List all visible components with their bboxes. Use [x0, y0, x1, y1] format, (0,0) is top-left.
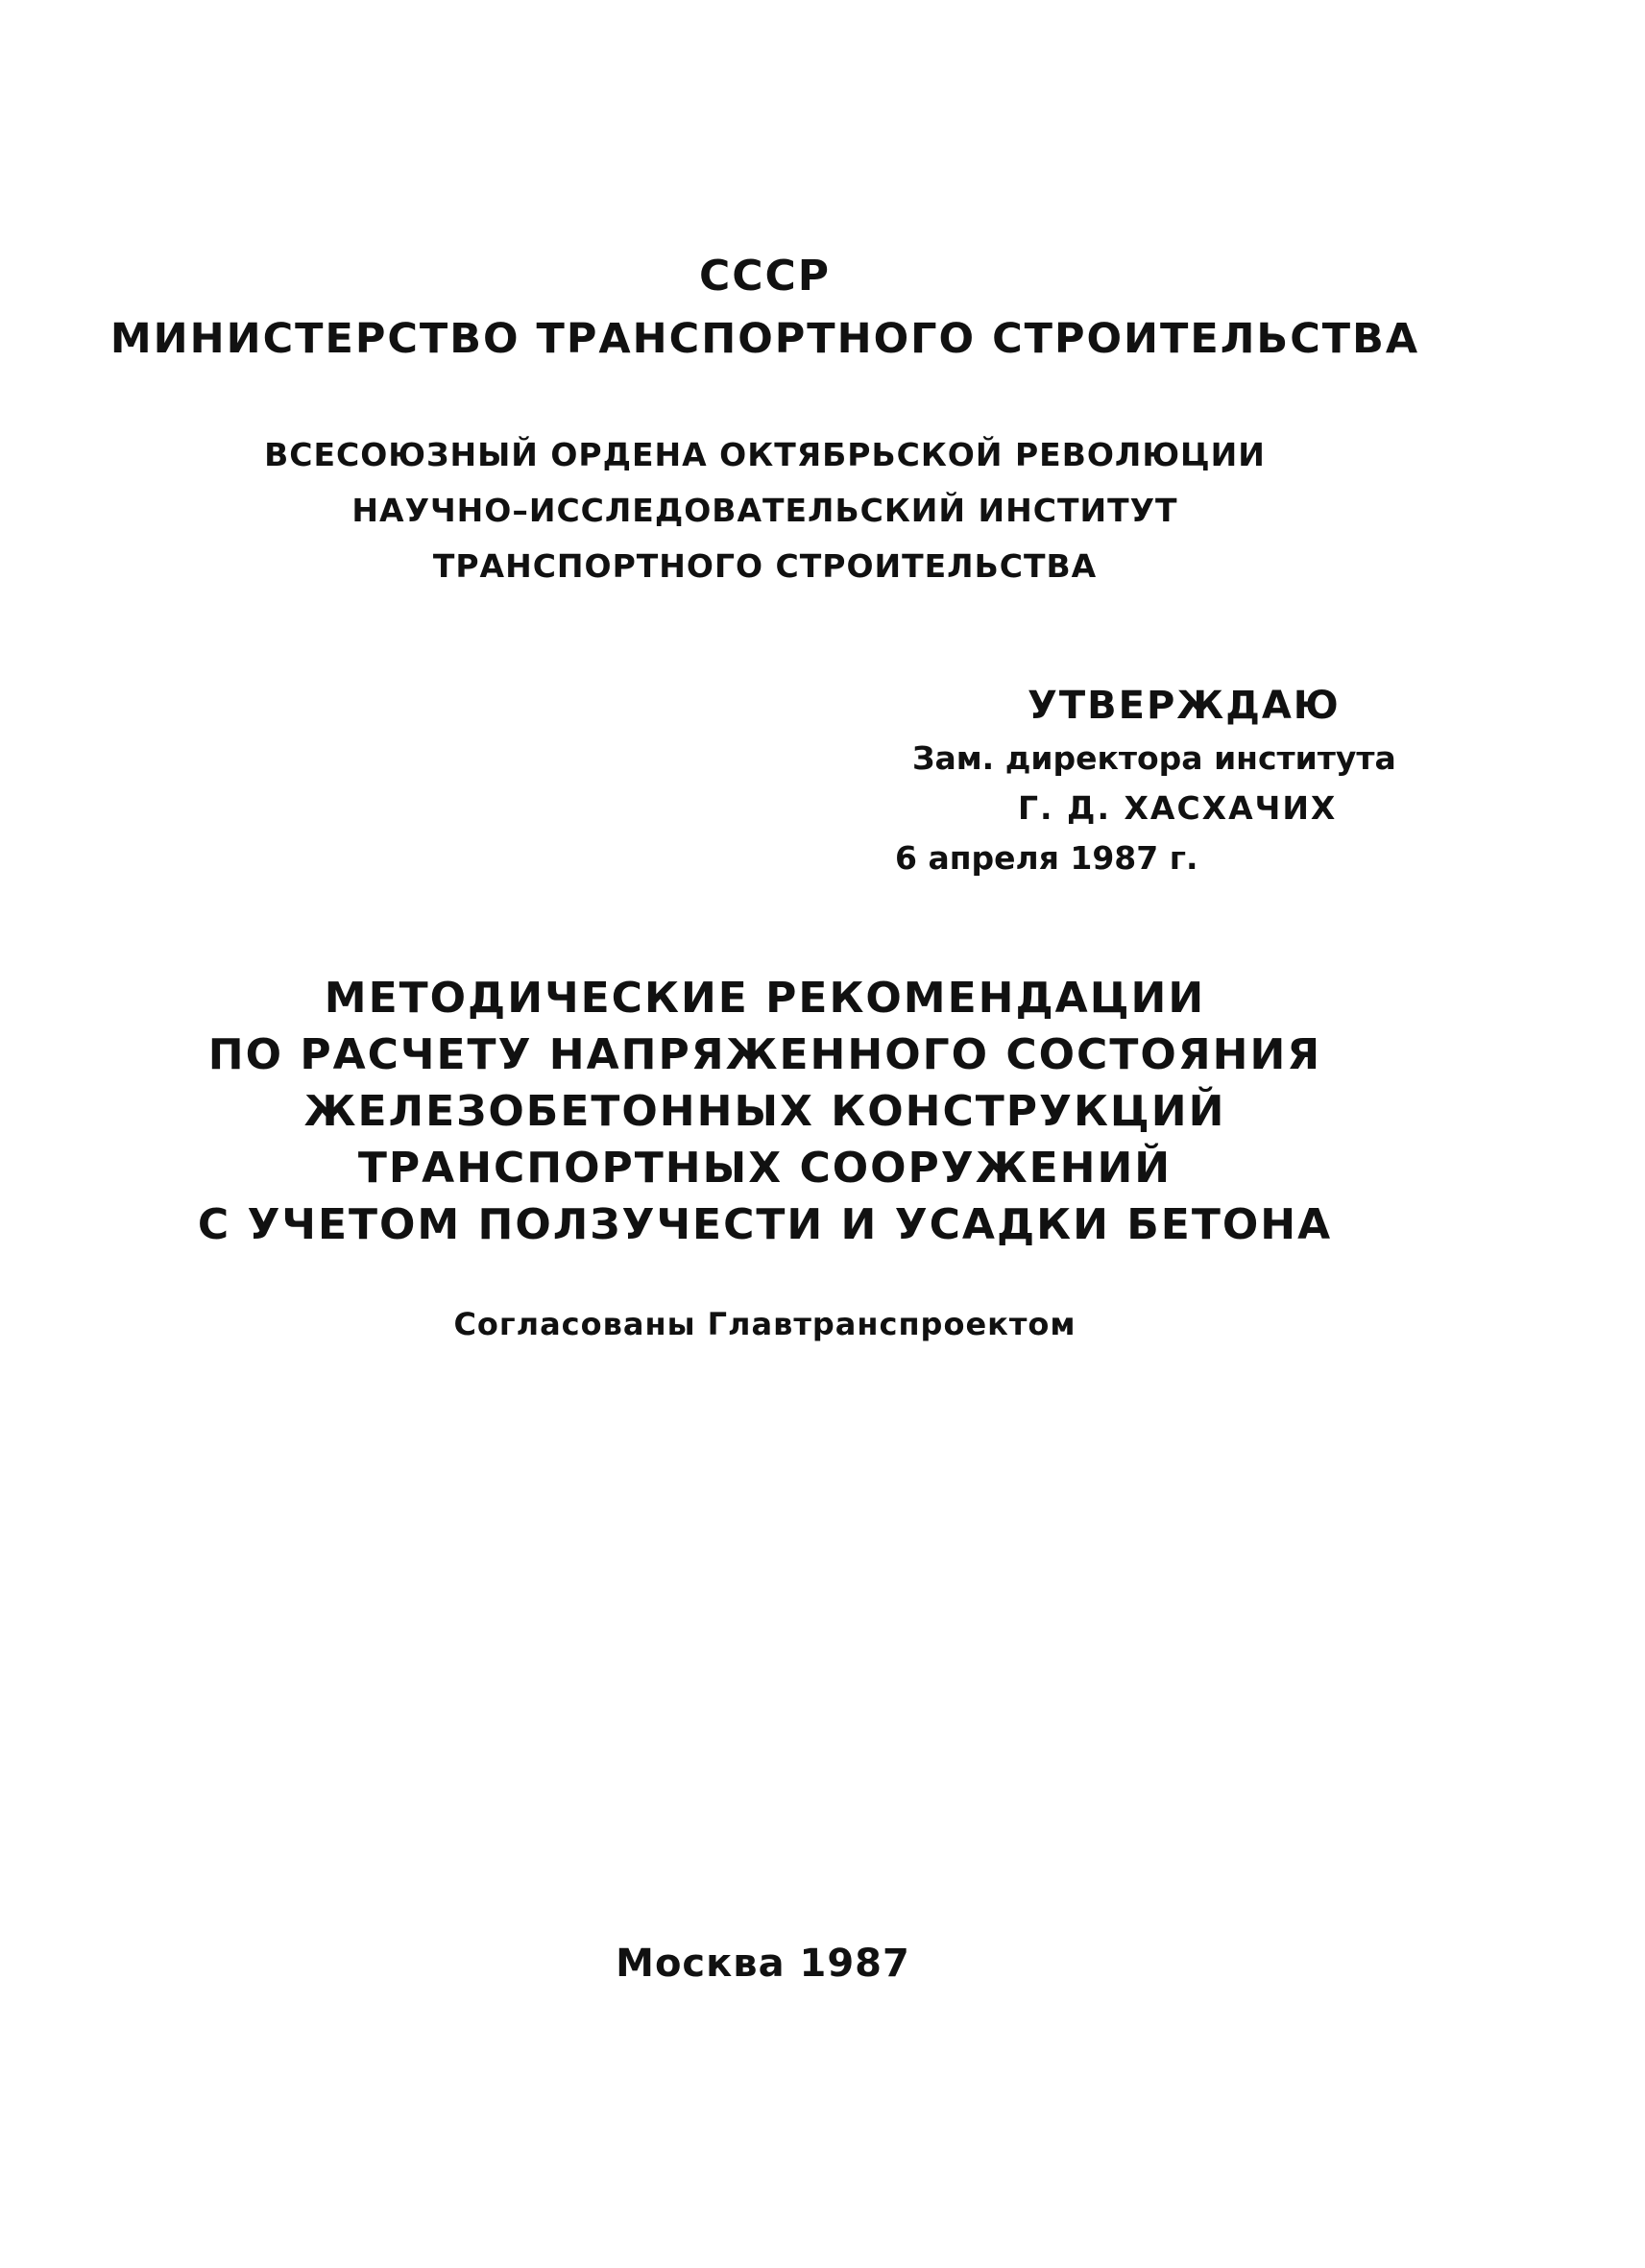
title-line: ЖЕЛЕЗОБЕТОННЫХ КОНСТРУКЦИЙ	[303, 1087, 1226, 1136]
title-line: МЕТОДИЧЕСКИЕ РЕКОМЕНДАЦИИ	[324, 974, 1206, 1023]
country-name: СССР	[698, 252, 832, 301]
header-country	[0, 252, 1587, 301]
institute-line: ВСЕСОЮЗНЫЙ ОРДЕНА ОКТЯБРЬСКОЙ РЕВОЛЮЦИИ	[264, 436, 1266, 473]
document-title	[0, 970, 1587, 1253]
approval-title: УТВЕРЖДАЮ	[1028, 684, 1341, 728]
title-line: ТРАНСПОРТНЫХ СООРУЖЕНИЙ	[357, 1144, 1173, 1193]
institute-name	[0, 427, 1587, 594]
approval-date: 6 апреля 1987 г.	[895, 839, 1198, 877]
institute-line: ТРАНСПОРТНОГО СТРОИТЕЛЬСТВА	[432, 547, 1098, 585]
agreed-note	[0, 1306, 1587, 1342]
ministry-name: МИНИСТЕРСТВО ТРАНСПОРТНОГО СТРОИТЕЛЬСТВА	[109, 315, 1420, 363]
title-line: ПО РАСЧЕТУ НАПРЯЖЕННОГО СОСТОЯНИЯ	[207, 1030, 1322, 1079]
agreed-text: Согласованы Главтранспроектом	[453, 1306, 1077, 1342]
publication-place-year	[0, 1942, 1585, 1986]
title-line: С УЧЕТОМ ПОЛЗУЧЕСТИ И УСАДКИ БЕТОНА	[197, 1200, 1333, 1249]
approval-name: Г. Д. ХАСХАЧИХ	[1018, 789, 1338, 827]
institute-line: НАУЧНО–ИССЛЕДОВАТЕЛЬСКИЙ ИНСТИТУТ	[351, 492, 1178, 529]
header-ministry	[0, 315, 1587, 363]
approval-position: Зам. директора института	[912, 739, 1396, 777]
footer-text: Москва 1987	[616, 1942, 910, 1986]
